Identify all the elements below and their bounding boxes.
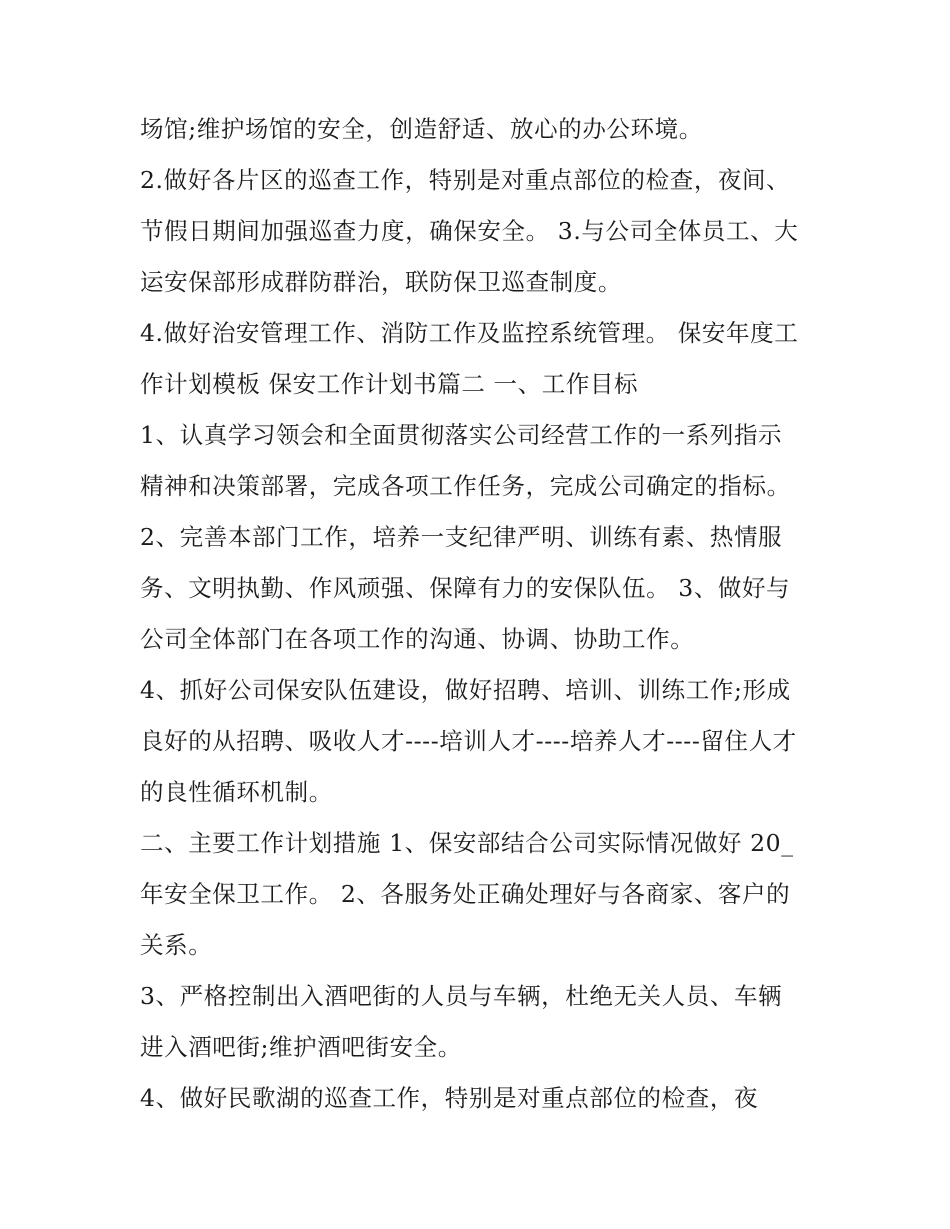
text-line: 3、严格控制出入酒吧街的人员与车辆，杜绝无关人员、车辆 xyxy=(140,982,783,1010)
text-line: 年安全保卫工作。 2、各服务处正确处理好与各商家、客户的 xyxy=(140,880,791,908)
text-line: 二、主要工作计划措施 1、保安部结合公司实际情况做好 20_ xyxy=(140,829,794,857)
text-line: 节假日期间加强巡查力度，确保安全。 3.与公司全体员工、大 xyxy=(140,217,799,245)
text-line: 务、文明执勤、作风顽强、保障有力的安保队伍。 3、做好与 xyxy=(140,574,791,602)
text-line: 良好的从招聘、吸收人才----培训人才----培养人才----留住人才 xyxy=(140,727,797,755)
text-line: 的良性循环机制。 xyxy=(140,778,333,806)
text-line: 2、完善本部门工作，培养一支纪律严明、训练有素、热情服 xyxy=(140,523,783,551)
text-line: 作计划模板 保安工作计划书篇二 一、工作目标 xyxy=(140,370,639,398)
text-line: 2.做好各片区的巡查工作，特别是对重点部位的检查，夜间、 xyxy=(140,166,791,194)
text-line: 精神和决策部署，完成各项工作任务，完成公司确定的指标。 xyxy=(140,472,791,500)
text-line: 关系。 xyxy=(140,931,213,959)
text-line: 运安保部形成群防群治，联防保卫巡查制度。 xyxy=(140,268,622,296)
text-line: 场馆;维护场馆的安全，创造舒适、放心的办公环境。 xyxy=(140,115,703,143)
text-line: 1、认真学习领会和全面贯彻落实公司经营工作的一系列指示 xyxy=(140,421,783,449)
text-line: 4、做好民歌湖的巡查工作，特别是对重点部位的检查，夜 xyxy=(140,1084,759,1112)
text-line: 4.做好治安管理工作、消防工作及监控系统管理。 保安年度工 xyxy=(140,319,799,347)
document-body xyxy=(140,104,820,1124)
text-line: 公司全体部门在各项工作的沟通、协调、协助工作。 xyxy=(140,625,695,653)
text-line: 4、抓好公司保安队伍建设，做好招聘、培训、训练工作;形成 xyxy=(140,676,791,704)
text-line: 进入酒吧街;维护酒吧街安全。 xyxy=(140,1033,462,1061)
